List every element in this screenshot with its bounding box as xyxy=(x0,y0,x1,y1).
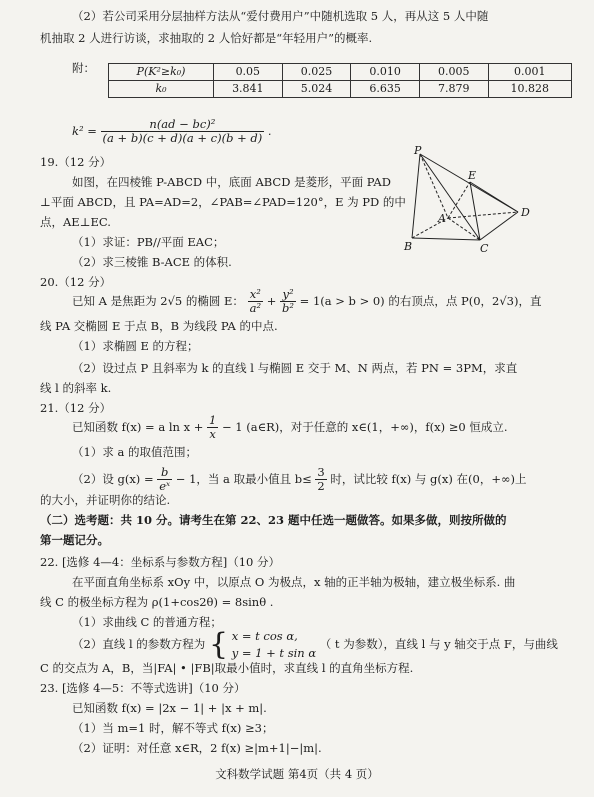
three-halves-denominator: 2 xyxy=(317,479,325,494)
table-cell: 6.635 xyxy=(351,81,420,98)
q22-sub2-cont: C 的交点为 A，B，当|FA| • |FB|取最小值时，求直线 l 的直角坐标方程. xyxy=(40,661,414,675)
plus-sign: + xyxy=(266,293,277,308)
formula-lhs: k² = xyxy=(72,123,97,138)
vertex-label-a: A xyxy=(438,212,446,225)
fraction-numerator: 1 xyxy=(209,413,217,427)
q22-line2: 线 C 的极坐标方程为 ρ(1+cos2θ) = 8sinθ . xyxy=(40,595,274,609)
table-cell: 0.001 xyxy=(488,64,571,81)
formula-end: . xyxy=(267,123,272,138)
q21-line1 xyxy=(72,414,508,441)
page-footer: 文科数学试题 第4页（共 4 页） xyxy=(215,767,379,781)
q18-part2-line2: 机抽取 2 人进行访谈，求抽取的 2 人恰好都是“年轻用户”的概率. xyxy=(40,31,373,45)
q23-sub2: （2）证明：对任意 x∈R，2 f(x) ≥|m+1|−|m|. xyxy=(72,741,322,755)
elective-instructions-line1: （二）选考题：共 10 分。请考生在第 22、23 题中任选一题做答。如果多做，则按所做的 xyxy=(40,513,507,527)
y-term-numerator: y² xyxy=(280,288,296,302)
q22-line1: 在平面直角坐标系 xOy 中，以原点 O 为极点，x 轴的正半轴为极轴，建立极坐标系. 曲 xyxy=(72,575,516,589)
q21-line1-start: 已知函数 f(x) = a ln x + xyxy=(72,419,204,434)
pyramid-figure xyxy=(400,146,580,258)
ellipse-y-term xyxy=(280,288,296,315)
parametric-eq-y: y = 1 + t sin α xyxy=(231,646,317,660)
vertex-label-e: E xyxy=(468,169,477,182)
table-cell: 10.828 xyxy=(488,81,571,98)
table-row xyxy=(109,81,572,98)
q20-heading: 20.（12 分） xyxy=(40,275,112,289)
table-cell: 0.025 xyxy=(282,64,351,81)
critical-value-table xyxy=(108,63,572,98)
formula-fraction xyxy=(101,118,265,145)
ellipse-x-term xyxy=(248,288,263,315)
table-head-cell: k₀ xyxy=(109,81,214,98)
q21-sub2 xyxy=(72,466,527,493)
q21-sub1: （1）求 a 的取值范围； xyxy=(72,445,197,459)
g-denominator: eˣ xyxy=(159,479,171,494)
y-term-denominator: b² xyxy=(282,301,294,316)
appendix-label: 附： xyxy=(72,61,95,75)
vertex-label-b: B xyxy=(404,240,413,253)
table-cell: 5.024 xyxy=(282,81,351,98)
three-halves-numerator: 3 xyxy=(317,465,325,479)
q20-line1-end: = 1(a > b > 0) 的右顶点，点 P(0，2√3)，直 xyxy=(299,293,542,308)
formula-numerator: n(ad − bc)² xyxy=(101,118,265,132)
q20-line2: 线 PA 交椭圆 E 于点 B，B 为线段 PA 的中点. xyxy=(40,319,278,333)
q21-sub2-cont: 的大小，并证明你的结论. xyxy=(40,493,171,507)
formula-denominator: (a + b)(c + d)(a + c)(b + d) xyxy=(102,131,263,146)
elective-instructions-line2: 第一题记分。 xyxy=(40,533,109,547)
q21-line1-end: − 1 (a∈R)，对于任意的 x∈(1，+∞)，f(x) ≥0 恒成立. xyxy=(222,419,508,434)
k-squared-formula xyxy=(72,118,272,145)
q19-line1: 如图，在四棱锥 P-ABCD 中，底面 ABCD 是菱形，平面 PAD xyxy=(72,175,391,189)
q19-heading: 19.（12 分） xyxy=(40,155,112,169)
table-cell: 0.005 xyxy=(419,64,488,81)
table-cell: 7.879 xyxy=(419,81,488,98)
three-halves-fraction xyxy=(315,466,326,493)
x-term-numerator: x² xyxy=(248,288,263,302)
vertex-label-c: C xyxy=(480,242,489,255)
q22-heading: 22. [选修 4—4：坐标系与参数方程]（10 分） xyxy=(40,555,280,569)
q20-line1-start: 已知 A 是焦距为 2√5 的椭圆 E： xyxy=(72,293,244,308)
q20-sub1: （1）求椭圆 E 的方程； xyxy=(72,339,199,353)
q23-heading: 23. [选修 4—5：不等式选讲]（10 分） xyxy=(40,681,246,695)
table-row xyxy=(109,64,572,81)
q20-line1 xyxy=(72,288,541,315)
q21-sub2-start: （2）设 g(x) = xyxy=(72,471,154,486)
q21-sub2-end: 时，试比较 f(x) 与 g(x) 在(0，+∞)上 xyxy=(330,471,527,486)
q18-part2-line1: （2）若公司采用分层抽样方法从“爱付费用户”中随机选取 5 人，再从这 5 人中随 xyxy=(72,9,489,23)
vertex-label-p: P xyxy=(414,146,422,157)
q23-line1: 已知函数 f(x) = |2x − 1| + |x + m|. xyxy=(72,701,267,715)
q19-line2: ⊥平面 ABCD，且 PA=AD=2，∠PAB=∠PAD=120°，E 为 PD 的中 xyxy=(40,195,406,209)
table-head-cell: P(K²≥k₀) xyxy=(109,64,214,81)
x-term-denominator: a² xyxy=(249,301,262,316)
q22-sub2-end: （ t 为参数），直线 l 与 y 轴交于点 F，与曲线 xyxy=(319,637,558,652)
table-cell: 3.841 xyxy=(214,81,283,98)
q23-sub1: （1）当 m=1 时，解不等式 f(x) ≥3； xyxy=(72,721,274,735)
fraction-denominator: x xyxy=(209,427,216,442)
q22-sub1: （1）求曲线 C 的普通方程； xyxy=(72,615,222,629)
parametric-system xyxy=(232,628,316,662)
q19-sub1: （1）求证：PB//平面 EAC； xyxy=(72,235,225,249)
q19-line3: 点，AE⊥EC. xyxy=(40,215,111,229)
q22-sub2-start: （2）直线 l 的参数方程为 xyxy=(72,637,206,652)
q19-sub2: （2）求三棱锥 B-ACE 的体积. xyxy=(72,255,232,269)
table-cell: 0.010 xyxy=(351,64,420,81)
g-numerator: b xyxy=(157,466,172,480)
q20-sub2: （2）设过点 P 且斜率为 k 的直线 l 与椭圆 E 交于 M、N 两点，若 PN = 3PM，求直 xyxy=(72,361,518,375)
g-fraction xyxy=(157,466,172,493)
table-cell: 0.05 xyxy=(214,64,283,81)
q22-sub2 xyxy=(72,628,558,662)
system-brace: { xyxy=(208,627,229,662)
vertex-label-d: D xyxy=(521,206,530,219)
reciprocal-x-fraction xyxy=(207,414,218,441)
q21-sub2-middle: − 1，当 a 取最小值且 b≤ xyxy=(175,471,312,486)
q20-sub2-cont: 线 l 的斜率 k. xyxy=(40,381,112,395)
q21-heading: 21.（12 分） xyxy=(40,401,112,415)
parametric-eq-x: x = t cos α, xyxy=(231,629,298,643)
